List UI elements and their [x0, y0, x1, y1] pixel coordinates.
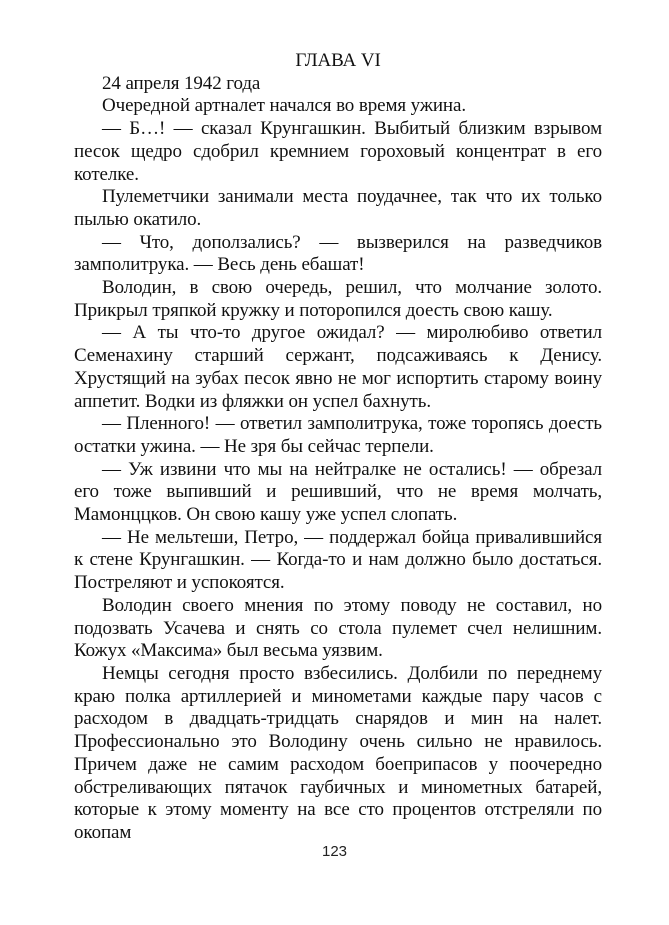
- paragraph: — Не мельтеши, Петро, — поддержал бойца привалившийся к стене Крунгашкин. — Когда-то и нам должно было достаться. Постреляют и успокоятся.: [74, 526, 602, 594]
- page-number: 123: [321, 843, 348, 860]
- paragraph: — Уж извини что мы на нейтралке не остались! — обрезал его тоже выпивший и решивший, что не время молчать, Мамонццков. Он свою кашу уже успел слопать.: [74, 458, 602, 526]
- paragraph: — Пленного! — ответил замполитрука, тоже торопясь доесть остатки ужина. — Не зря бы сейчас терпели.: [74, 413, 602, 457]
- paragraph: — Что, доползались? — вызверился на разведчиков замполитрука. — Весь день ебашат!: [74, 231, 602, 276]
- chapter-title: ГЛАВА VI: [295, 50, 381, 71]
- paragraph: Володин, в свою очередь, решил, что молчание золото. Прикрыл тряпкой кружку и поторопился доесть свою кашу.: [74, 277, 602, 321]
- paragraph: — Б…! — сказал Крунгашкин. Выбитый близким взрывом песок щедро сдобрил кремнием гороховый концентрат в его котелке.: [74, 118, 602, 185]
- paragraph: Володин своего мнения по этому поводу не составил, но подозвать Усачева и снять со стола пулемет счел нелишним. Кожух «Максима» был весьма уязвим.: [74, 594, 602, 662]
- paragraph: Немцы сегодня просто взбесились. Долбили по переднему краю полка артиллерией и минометами каждые пару часов с расходом в двадцать-тридцать снарядов и мин на налет. Профессионально это Володину очень сильно не нравилось. Причем даже не самим расходом боеприпасов у поочередно обстреливающих пятачок гаубичных и минометных батарей, которые к этому моменту на все сто процентов отстреляли по окопам: [74, 662, 602, 843]
- paragraph: Очередной артналет начался во время ужина.: [102, 95, 466, 117]
- paragraph-date: 24 апреля 1942 года: [102, 72, 261, 94]
- paragraph: Пулеметчики занимали места поудачнее, так что их только пылью окатило.: [74, 186, 602, 230]
- paragraph: — А ты что-то другое ожидал? — миролюбиво ответил Семенахину старший сержант, подсаживаясь к Денису. Хрустящий на зубах песок явно не мог испортить старому воину аппетит. Водки из фляжки он успел бахнуть.: [74, 322, 602, 412]
- page-text: [74, 50, 602, 845]
